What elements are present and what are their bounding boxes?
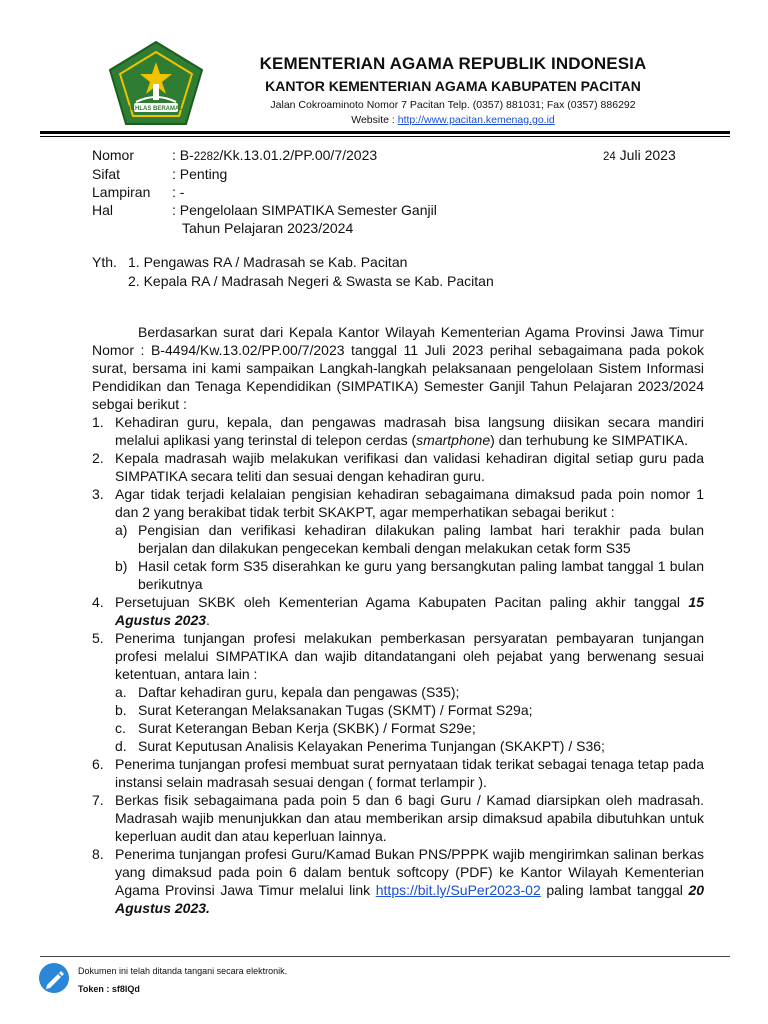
logo-motto: IKHLAS BERAMAL bbox=[129, 106, 183, 112]
letterhead bbox=[218, 54, 688, 126]
sub-item-text: Daftar kehadiran guru, kepala dan pengawas (S35); bbox=[138, 684, 460, 700]
ministry-title: KEMENTERIAN AGAMA REPUBLIK INDONESIA bbox=[259, 54, 647, 73]
item-number: 4. bbox=[92, 594, 104, 610]
list-item bbox=[92, 755, 704, 791]
item-text: Berkas fisik sebagaimana pada poin 5 dan 6 bagi Guru / Kamad diarsipkan oleh madrasah. Madrasah wajib menunjukkan dan atau memberikan arsip dimaksud apabila dibutuhkan untuk keperluan audit dan atau keperluan lainnya. bbox=[115, 792, 704, 844]
office-address: Jalan Cokroaminoto Nomor 7 Pacitan Telp. (0357) 881031; Fax (0357) 886292 bbox=[270, 99, 636, 111]
lampiran-label: Lampiran bbox=[92, 184, 151, 200]
item-text: Kepala madrasah wajib melakukan verifikasi dan validasi kehadiran digital setiap guru pada SIMPATIKA secara teliti dan sesuai dengan kehadiran guru. bbox=[115, 450, 704, 484]
hal-value-2: Tahun Pelajaran 2023/2024 bbox=[182, 220, 354, 236]
item-text: Penerima tunjangan profesi melakukan pemberkasan persyaratan pembayaran tunjangan profesi melalui SIMPATIKA dan wajib ditandatangani oleh pejabat yang berwenang sesuai ketentuan, antara lain : bbox=[115, 630, 704, 682]
instruction-list bbox=[92, 413, 704, 917]
nomor-label: Nomor bbox=[92, 147, 135, 163]
item-number: 6. bbox=[92, 756, 104, 772]
sub-item-letter: b) bbox=[115, 558, 128, 574]
sub-item-text: Hasil cetak form S35 diserahkan ke guru yang bersangkutan paling lambat tanggal 1 bulan berikutnya bbox=[138, 558, 704, 592]
website-link[interactable]: http://www.pacitan.kemenag.go.id bbox=[397, 114, 555, 126]
date-month-year: Juli 2023 bbox=[615, 147, 676, 163]
item-number: 3. bbox=[92, 486, 104, 502]
item-number: 5. bbox=[92, 630, 104, 646]
website-label: Website : bbox=[351, 114, 398, 126]
office-subtitle: KANTOR KEMENTERIAN AGAMA KABUPATEN PACITAN bbox=[265, 78, 641, 94]
letterhead-rule-thick bbox=[40, 131, 730, 134]
lampiran-value: : - bbox=[172, 184, 185, 200]
item-number: 2. bbox=[92, 450, 104, 466]
deadline-date: 15 Agustus 2023 bbox=[115, 594, 704, 628]
item-text: Agar tidak terjadi kelalaian pengisian kehadiran sebagaimana dimaksud pada poin nomor 1 dan 2 yang berakibat tidak terbit SKAKPT, agar memperhatikan sebagai berikut : bbox=[115, 486, 704, 520]
e-signature-note: Dokumen ini telah ditanda tangani secara elektronik. bbox=[78, 966, 288, 976]
item-text: . bbox=[206, 612, 210, 628]
item-text: Penerima tunjangan profesi Guru/Kamad Bukan PNS/PPPK wajib mengirimkan salinan berkas yang dimaksud pada poin 6 dalam bentuk softcopy (PDF) ke Kantor Wilayah Kementerian Agama Provinsi Jawa Timur melalui link bbox=[115, 846, 704, 898]
item-text: paling lambat tanggal bbox=[540, 882, 689, 898]
recipient-1: 1. Pengawas RA / Madrasah se Kab. Pacitan bbox=[128, 254, 408, 270]
sub-list bbox=[115, 521, 704, 593]
sub-item-text: Surat Keterangan Beban Kerja (SKBK) / Format S29e; bbox=[138, 720, 476, 736]
sub-item-letter: a) bbox=[115, 522, 128, 538]
list-item bbox=[92, 845, 704, 917]
sub-item-text: Pengisian dan verifikasi kehadiran dilakukan paling lambat hari terakhir pada bulan berjalan dan dilakukan pengecekan kembali dengan melakukan cetak form S35 bbox=[138, 522, 704, 556]
sub-item-text: Surat Keputusan Analisis Kelayakan Penerima Tunjangan (SKAKPT) / S36; bbox=[138, 738, 605, 754]
list-item bbox=[92, 593, 704, 629]
sifat-label: Sifat bbox=[92, 166, 121, 182]
sub-list-item bbox=[115, 719, 704, 737]
sifat-value: : Penting bbox=[172, 166, 228, 182]
list-item bbox=[92, 449, 704, 485]
sub-list-item bbox=[115, 683, 704, 701]
intro-paragraph: Berdasarkan surat dari Kepala Kantor Wilayah Kementerian Agama Provinsi Jawa Timur Nomor : B-4494/Kw.13.02/PP.00/7/2023 tanggal 11 Juli 2023 perihal sebagaimana pada pokok surat, bersama ini kami sampaikan Langkah-langkah pelaksanaan pengelolaan Sistem Informasi Pendidikan dan Tenaga Kependidikan (SIMPATIKA) Semester Ganjil Tahun Pelajaran 2023/2024 sebgai berikut : bbox=[92, 324, 704, 412]
sub-list-item bbox=[115, 557, 704, 593]
sub-item-text: Surat Keterangan Melaksanakan Tugas (SKMT) / Format S29a; bbox=[138, 702, 533, 718]
letter-date bbox=[603, 147, 676, 163]
list-item bbox=[92, 485, 704, 593]
item-number: 1. bbox=[92, 414, 104, 430]
recipient-2: 2. Kepala RA / Madrasah Negeri & Swasta se Kab. Pacitan bbox=[128, 273, 494, 289]
list-item bbox=[92, 791, 704, 845]
list-item bbox=[92, 629, 704, 755]
sub-item-letter: d. bbox=[115, 738, 127, 754]
sub-item-letter: c. bbox=[115, 720, 126, 736]
item-number: 8. bbox=[92, 846, 104, 862]
sub-list-item bbox=[115, 701, 704, 719]
item-emphasis: smartphone bbox=[416, 432, 491, 448]
item-text: Persetujuan SKBK oleh Kementerian Agama Kabupaten Pacitan paling akhir tanggal bbox=[115, 594, 689, 610]
hal-value-1: : Pengelolaan SIMPATIKA Semester Ganjil bbox=[172, 202, 437, 218]
nomor-number: 2282 bbox=[193, 151, 220, 163]
letterhead-rule-thin bbox=[40, 136, 730, 137]
nomor-value bbox=[172, 147, 377, 163]
item-text: ) dan terhubung ke SIMPATIKA. bbox=[490, 432, 689, 448]
sub-list-item bbox=[115, 737, 704, 755]
website-line bbox=[218, 114, 688, 126]
submission-link[interactable]: https://bit.ly/SuPer2023-02 bbox=[375, 882, 541, 898]
item-number: 7. bbox=[92, 792, 104, 808]
hal-label: Hal bbox=[92, 202, 114, 218]
letter-body bbox=[92, 323, 704, 917]
sub-list bbox=[115, 683, 704, 755]
sub-item-letter: a. bbox=[115, 684, 127, 700]
sub-item-letter: b. bbox=[115, 702, 127, 718]
list-item bbox=[92, 413, 704, 449]
kemenag-logo bbox=[106, 40, 206, 126]
deadline-date: 20 Agustus 2023. bbox=[115, 882, 705, 916]
date-day: 24 bbox=[603, 151, 616, 163]
recipients-label: Yth. bbox=[92, 254, 117, 270]
footer-rule bbox=[40, 956, 730, 957]
nomor-suffix: /Kk.13.01.2/PP.00/7/2023 bbox=[219, 147, 378, 163]
item-text: Kehadiran guru, kepala, dan pengawas madrasah bisa langsung diisikan secara mandiri melalui aplikasi yang terinstal di telepon cerdas ( bbox=[115, 414, 704, 448]
nomor-prefix: : B- bbox=[172, 147, 194, 163]
sub-list-item bbox=[115, 521, 704, 557]
item-text: Penerima tunjangan profesi membuat surat pernyataan tidak terikat sebagai tenaga tetap pada instansi selain madrasah sesuai dengan ( format terlampir ). bbox=[115, 756, 704, 790]
e-signature-token: Token : sf8lQd bbox=[78, 984, 140, 994]
e-signature-icon bbox=[38, 962, 70, 994]
